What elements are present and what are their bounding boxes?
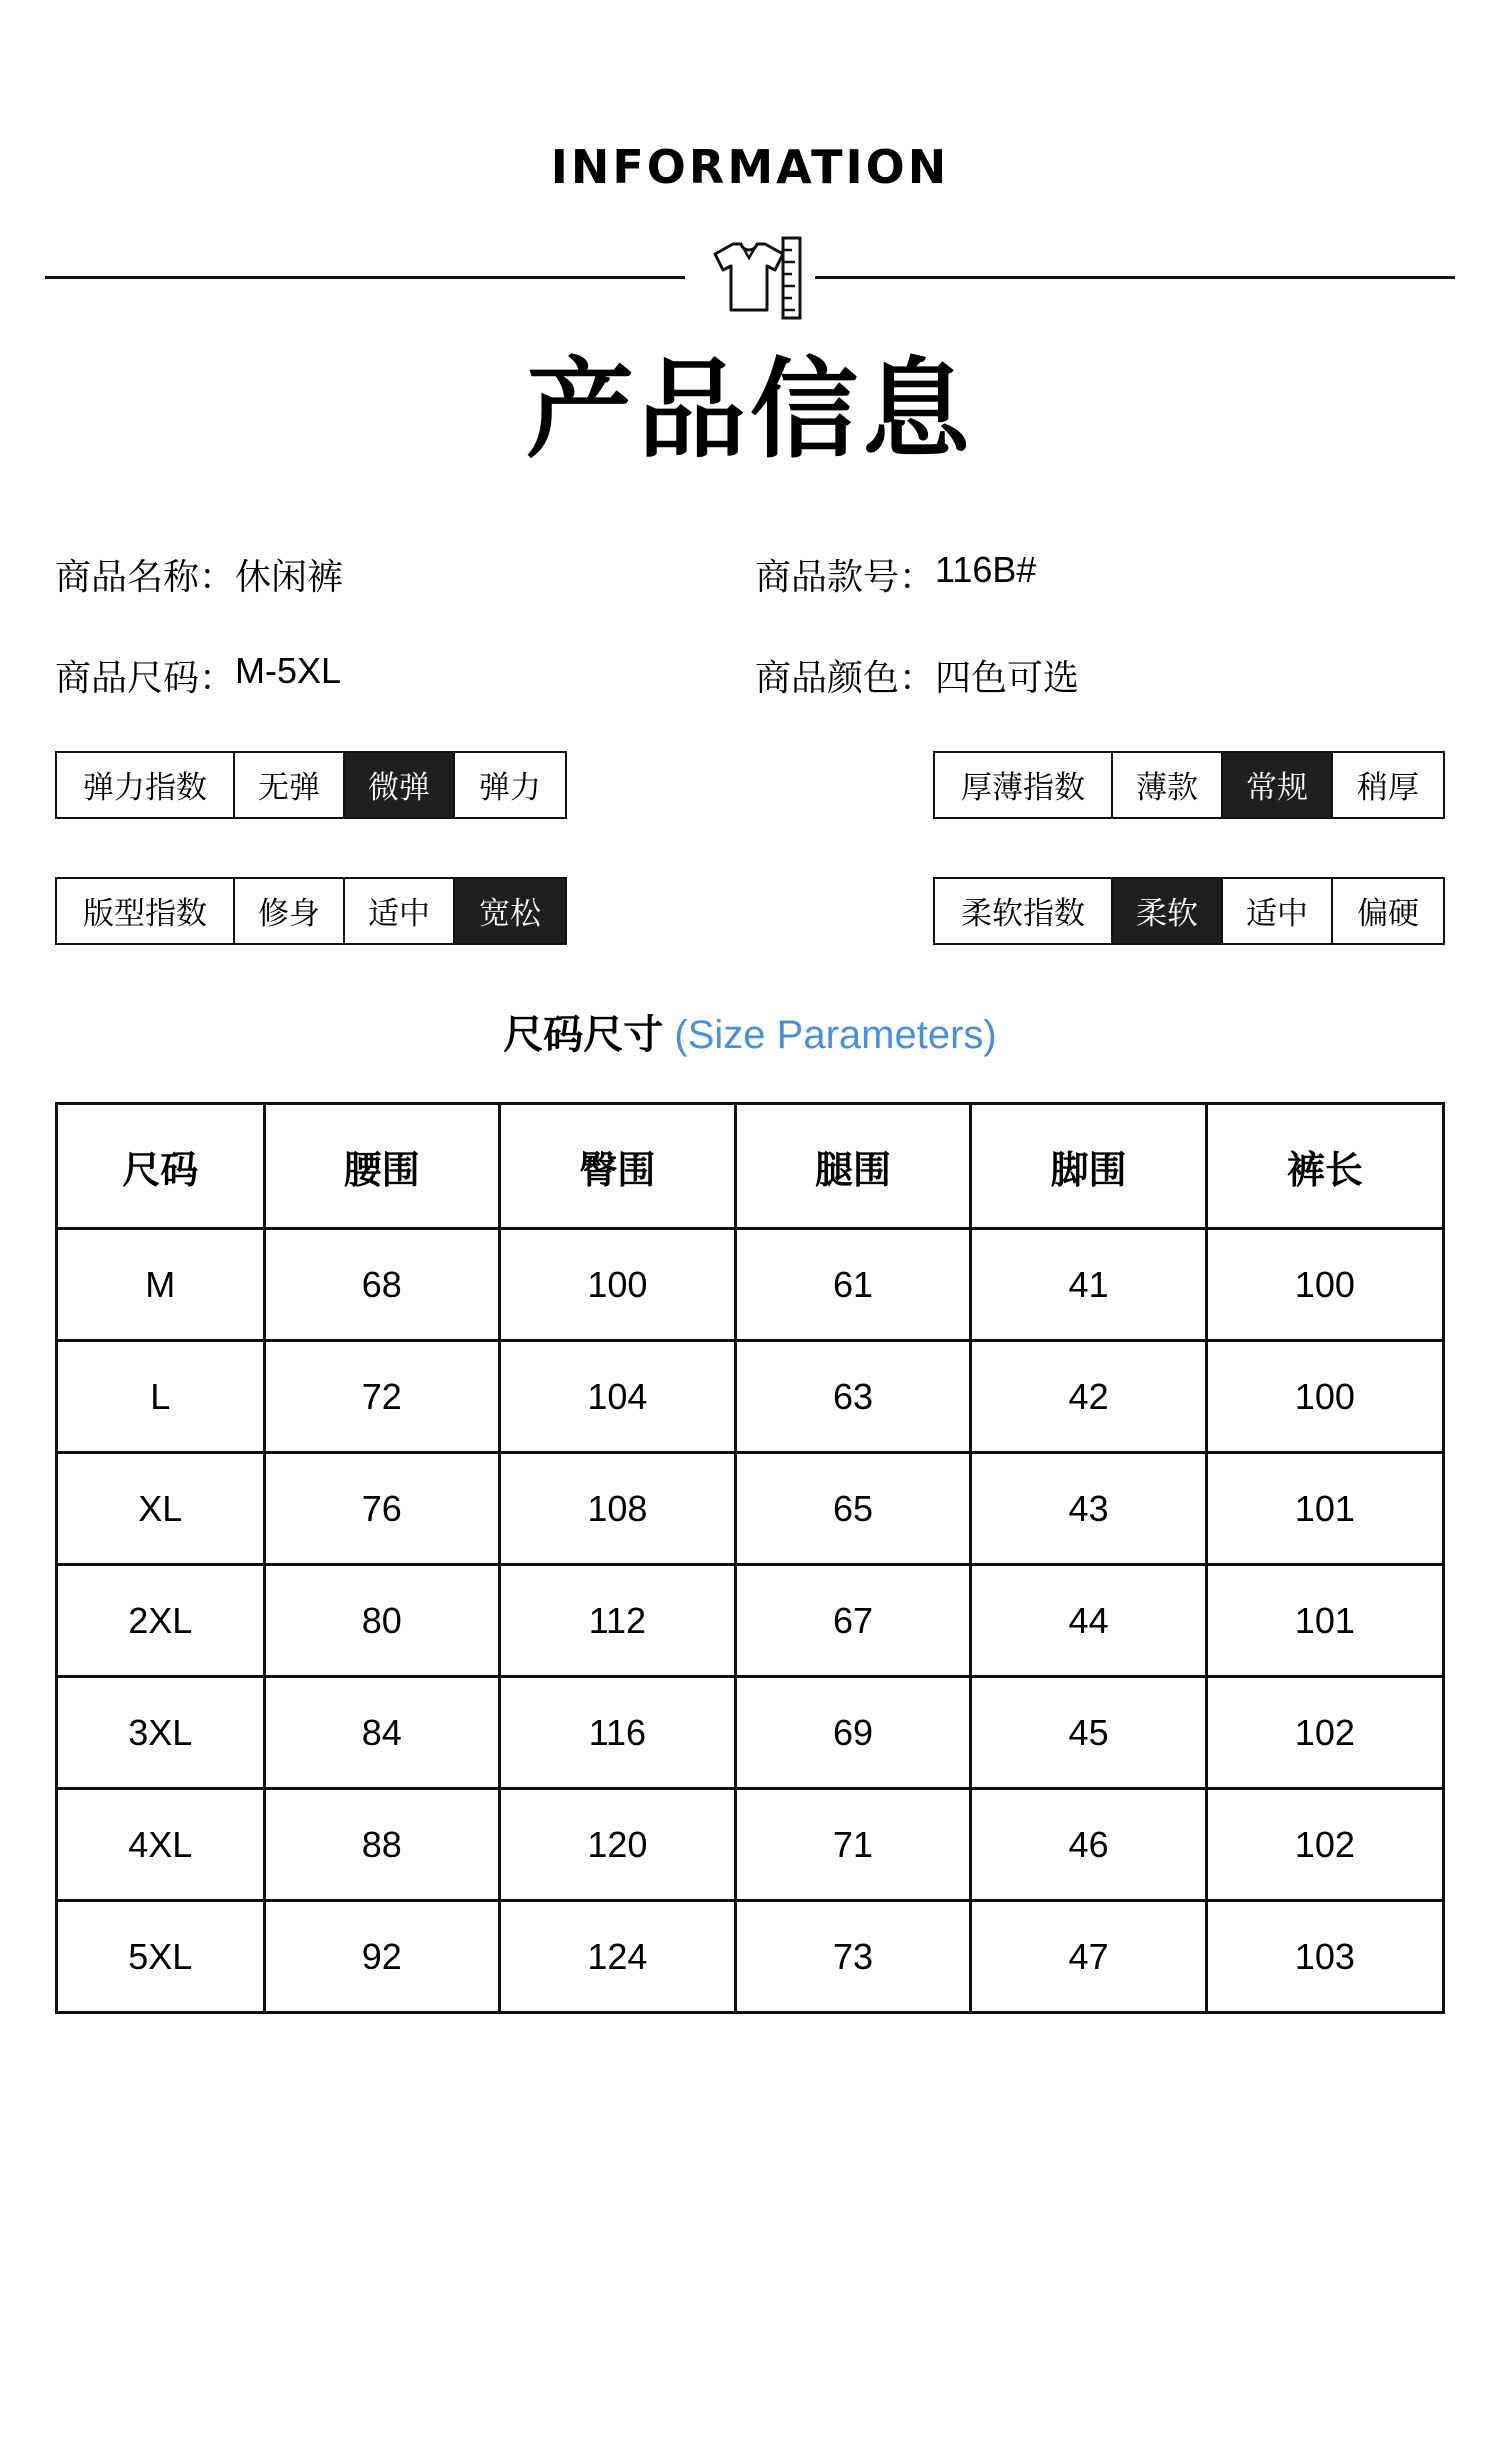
index-option: 适中 xyxy=(345,879,455,943)
size-table-wrapper xyxy=(55,1102,1445,2015)
size-parameters-title xyxy=(0,1003,1500,1060)
product-info-row xyxy=(55,650,1445,701)
product-info-value: M-5XL xyxy=(235,649,342,691)
divider xyxy=(0,234,1500,320)
cell-ankle: 42 xyxy=(971,1341,1207,1453)
table-row xyxy=(58,1565,1442,1677)
divider-line-right xyxy=(815,276,1455,279)
column-header-waist: 腰围 xyxy=(264,1105,500,1229)
cell-thigh: 67 xyxy=(735,1565,971,1677)
product-information-page xyxy=(0,140,1500,2462)
cell-waist: 76 xyxy=(264,1453,500,1565)
table-row xyxy=(58,1677,1442,1789)
cell-waist: 88 xyxy=(264,1789,500,1901)
table-row xyxy=(58,1453,1442,1565)
index-label: 厚薄指数 xyxy=(935,753,1113,817)
cell-hip: 124 xyxy=(500,1901,736,2013)
cell-size: M xyxy=(58,1229,264,1341)
index-softness xyxy=(933,877,1445,945)
cell-hip: 108 xyxy=(500,1453,736,1565)
cell-length: 102 xyxy=(1206,1677,1442,1789)
cell-thigh: 65 xyxy=(735,1453,971,1565)
table-row xyxy=(58,1341,1442,1453)
index-label: 版型指数 xyxy=(57,879,235,943)
column-header-ankle: 脚围 xyxy=(971,1105,1207,1229)
cell-thigh: 71 xyxy=(735,1789,971,1901)
cell-thigh: 63 xyxy=(735,1341,971,1453)
index-option-selected: 常规 xyxy=(1223,753,1333,817)
cell-waist: 92 xyxy=(264,1901,500,2013)
index-option-selected: 微弹 xyxy=(345,753,455,817)
cell-ankle: 41 xyxy=(971,1229,1207,1341)
cell-length: 100 xyxy=(1206,1341,1442,1453)
index-option: 修身 xyxy=(235,879,345,943)
cell-waist: 72 xyxy=(264,1341,500,1453)
cell-length: 101 xyxy=(1206,1565,1442,1677)
table-row xyxy=(58,1901,1442,2013)
index-option-selected: 柔软 xyxy=(1113,879,1223,943)
product-info-label: 商品名称： xyxy=(55,555,236,597)
product-info-label: 商品尺码： xyxy=(55,656,236,698)
cell-length: 101 xyxy=(1206,1453,1442,1565)
cell-size: 4XL xyxy=(58,1789,264,1901)
cell-size: 2XL xyxy=(58,1565,264,1677)
product-info-item-name xyxy=(55,549,755,600)
cell-hip: 112 xyxy=(500,1565,736,1677)
cell-length: 103 xyxy=(1206,1901,1442,2013)
column-header-thigh: 腿围 xyxy=(735,1105,971,1229)
cell-thigh: 61 xyxy=(735,1229,971,1341)
cell-ankle: 45 xyxy=(971,1677,1207,1789)
product-info-label: 商品款号： xyxy=(755,555,936,597)
table-row xyxy=(58,1789,1442,1901)
index-option: 稍厚 xyxy=(1333,753,1443,817)
cell-size: L xyxy=(58,1341,264,1453)
divider-line-left xyxy=(45,276,685,279)
product-info-value: 休闲裤 xyxy=(235,555,344,597)
index-label: 弹力指数 xyxy=(57,753,235,817)
index-option: 无弹 xyxy=(235,753,345,817)
cell-length: 102 xyxy=(1206,1789,1442,1901)
cell-hip: 116 xyxy=(500,1677,736,1789)
product-info-value: 四色可选 xyxy=(935,656,1080,698)
shirt-ruler-icon xyxy=(685,234,815,320)
size-title-chinese: 尺码尺寸 xyxy=(503,1012,664,1057)
index-fit xyxy=(55,877,567,945)
cell-ankle: 46 xyxy=(971,1789,1207,1901)
product-info-block xyxy=(0,549,1500,701)
column-header-size: 尺码 xyxy=(58,1105,264,1229)
page-title-english: INFORMATION xyxy=(550,140,950,194)
cell-size: 5XL xyxy=(58,1901,264,2013)
index-option: 弹力 xyxy=(455,753,565,817)
index-option: 偏硬 xyxy=(1333,879,1443,943)
cell-length: 100 xyxy=(1206,1229,1442,1341)
cell-hip: 104 xyxy=(500,1341,736,1453)
table-row xyxy=(58,1229,1442,1341)
cell-thigh: 73 xyxy=(735,1901,971,2013)
cell-waist: 68 xyxy=(264,1229,500,1341)
product-info-item-size xyxy=(55,650,755,701)
index-option-selected: 宽松 xyxy=(455,879,565,943)
product-info-label: 商品颜色： xyxy=(755,656,936,698)
cell-size: XL xyxy=(58,1453,264,1565)
column-header-hip: 臀围 xyxy=(500,1105,736,1229)
cell-thigh: 69 xyxy=(735,1677,971,1789)
product-info-value: 116B# xyxy=(935,548,1037,590)
index-label: 柔软指数 xyxy=(935,879,1113,943)
cell-waist: 84 xyxy=(264,1677,500,1789)
index-row-top xyxy=(55,751,1445,819)
cell-ankle: 44 xyxy=(971,1565,1207,1677)
size-table xyxy=(58,1105,1442,2015)
cell-waist: 80 xyxy=(264,1565,500,1677)
page-title-chinese: 产品信息 xyxy=(525,348,974,473)
cell-hip: 100 xyxy=(500,1229,736,1341)
product-info-item-color xyxy=(755,650,1079,701)
size-title-english: (Size Parameters) xyxy=(674,1012,997,1057)
product-info-item-style-no xyxy=(755,549,1036,600)
cell-ankle: 43 xyxy=(971,1453,1207,1565)
index-block xyxy=(0,751,1500,945)
cell-ankle: 47 xyxy=(971,1901,1207,2013)
index-thickness xyxy=(933,751,1445,819)
table-header-row xyxy=(58,1105,1442,1229)
index-row-bottom xyxy=(55,877,1445,945)
column-header-length: 裤长 xyxy=(1206,1105,1442,1229)
product-info-row xyxy=(55,549,1445,600)
index-elasticity xyxy=(55,751,567,819)
index-option: 薄款 xyxy=(1113,753,1223,817)
index-option: 适中 xyxy=(1223,879,1333,943)
cell-hip: 120 xyxy=(500,1789,736,1901)
cell-size: 3XL xyxy=(58,1677,264,1789)
